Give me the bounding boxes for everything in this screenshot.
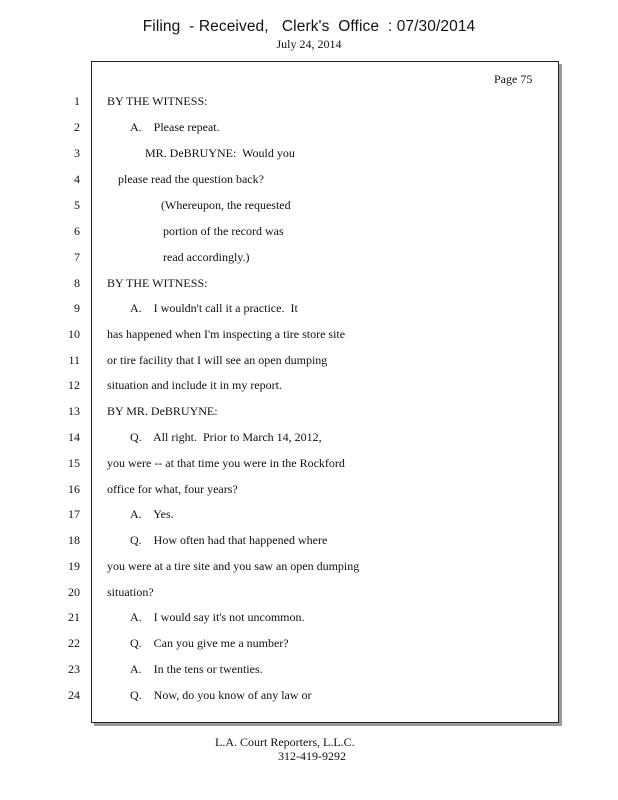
line-number: 8 — [74, 276, 80, 290]
line-number: 23 — [68, 662, 80, 676]
transcript-line: situation? — [107, 585, 154, 599]
line-number: 6 — [74, 224, 80, 238]
line-number: 4 — [74, 172, 80, 186]
transcript-line: A. Please repeat. — [130, 120, 220, 134]
transcript-line: BY THE WITNESS: — [107, 94, 208, 108]
court-reporter-phone: 312-419-9292 — [278, 749, 346, 763]
transcript-line: A. In the tens or twenties. — [130, 662, 263, 676]
transcript-line: situation and include it in my report. — [107, 378, 282, 392]
line-number: 20 — [68, 585, 80, 599]
line-number: 10 — [68, 327, 80, 341]
transcript-line: you were -- at that time you were in the Rockford — [107, 456, 345, 470]
page-number: Page 75 — [494, 72, 533, 86]
line-number: 21 — [68, 610, 80, 624]
transcript-line: Q. Can you give me a number? — [130, 636, 289, 650]
line-number: 14 — [68, 430, 80, 444]
line-number: 1 — [74, 94, 80, 108]
line-number: 7 — [74, 250, 80, 264]
transcript-line: you were at a tire site and you saw an open dumping — [107, 559, 360, 573]
line-number: 9 — [74, 301, 80, 315]
transcript-line: Q. How often had that happened where — [130, 533, 328, 547]
filing-stamp: Filing - Received, Clerk's Office : 07/30/2014 — [142, 18, 476, 35]
line-number: 2 — [74, 120, 80, 134]
line-number: 11 — [68, 353, 80, 367]
transcript-line: Q. Now, do you know of any law or — [130, 688, 312, 702]
transcript-line: Q. All right. Prior to March 14, 2012, — [130, 430, 322, 444]
line-number: 18 — [68, 533, 80, 547]
line-number: 15 — [68, 456, 80, 470]
transcript-line: (Whereupon, the requested — [161, 198, 291, 212]
transcript-line: A. I wouldn't call it a practice. It — [130, 301, 298, 315]
transcript-line: has happened when I'm inspecting a tire store site — [107, 327, 346, 341]
transcript-line: portion of the record was — [163, 224, 284, 238]
line-number: 5 — [74, 198, 80, 212]
line-number: 24 — [68, 688, 80, 702]
court-reporter-name: L.A. Court Reporters, L.L.C. — [215, 735, 355, 749]
transcript-line: office for what, four years? — [107, 482, 238, 496]
line-number: 16 — [68, 482, 80, 496]
transcript-line: MR. DeBRUYNE: Would you — [145, 146, 295, 160]
line-number: 13 — [68, 404, 80, 418]
transcript-line: BY THE WITNESS: — [107, 276, 208, 290]
transcript-line: or tire facility that I will see an open dumping — [107, 353, 328, 367]
transcript-date: July 24, 2014 — [276, 37, 342, 51]
line-number: 19 — [68, 559, 80, 573]
transcript-line: A. I would say it's not uncommon. — [130, 610, 305, 624]
transcript-line: please read the question back? — [118, 172, 264, 186]
line-number: 3 — [74, 146, 80, 160]
transcript-line: BY MR. DeBRUYNE: — [107, 404, 218, 418]
transcript-line: A. Yes. — [130, 507, 174, 521]
line-number: 12 — [68, 378, 80, 392]
line-number: 17 — [68, 507, 80, 521]
line-number: 22 — [68, 636, 80, 650]
transcript-line: read accordingly.) — [163, 250, 250, 264]
